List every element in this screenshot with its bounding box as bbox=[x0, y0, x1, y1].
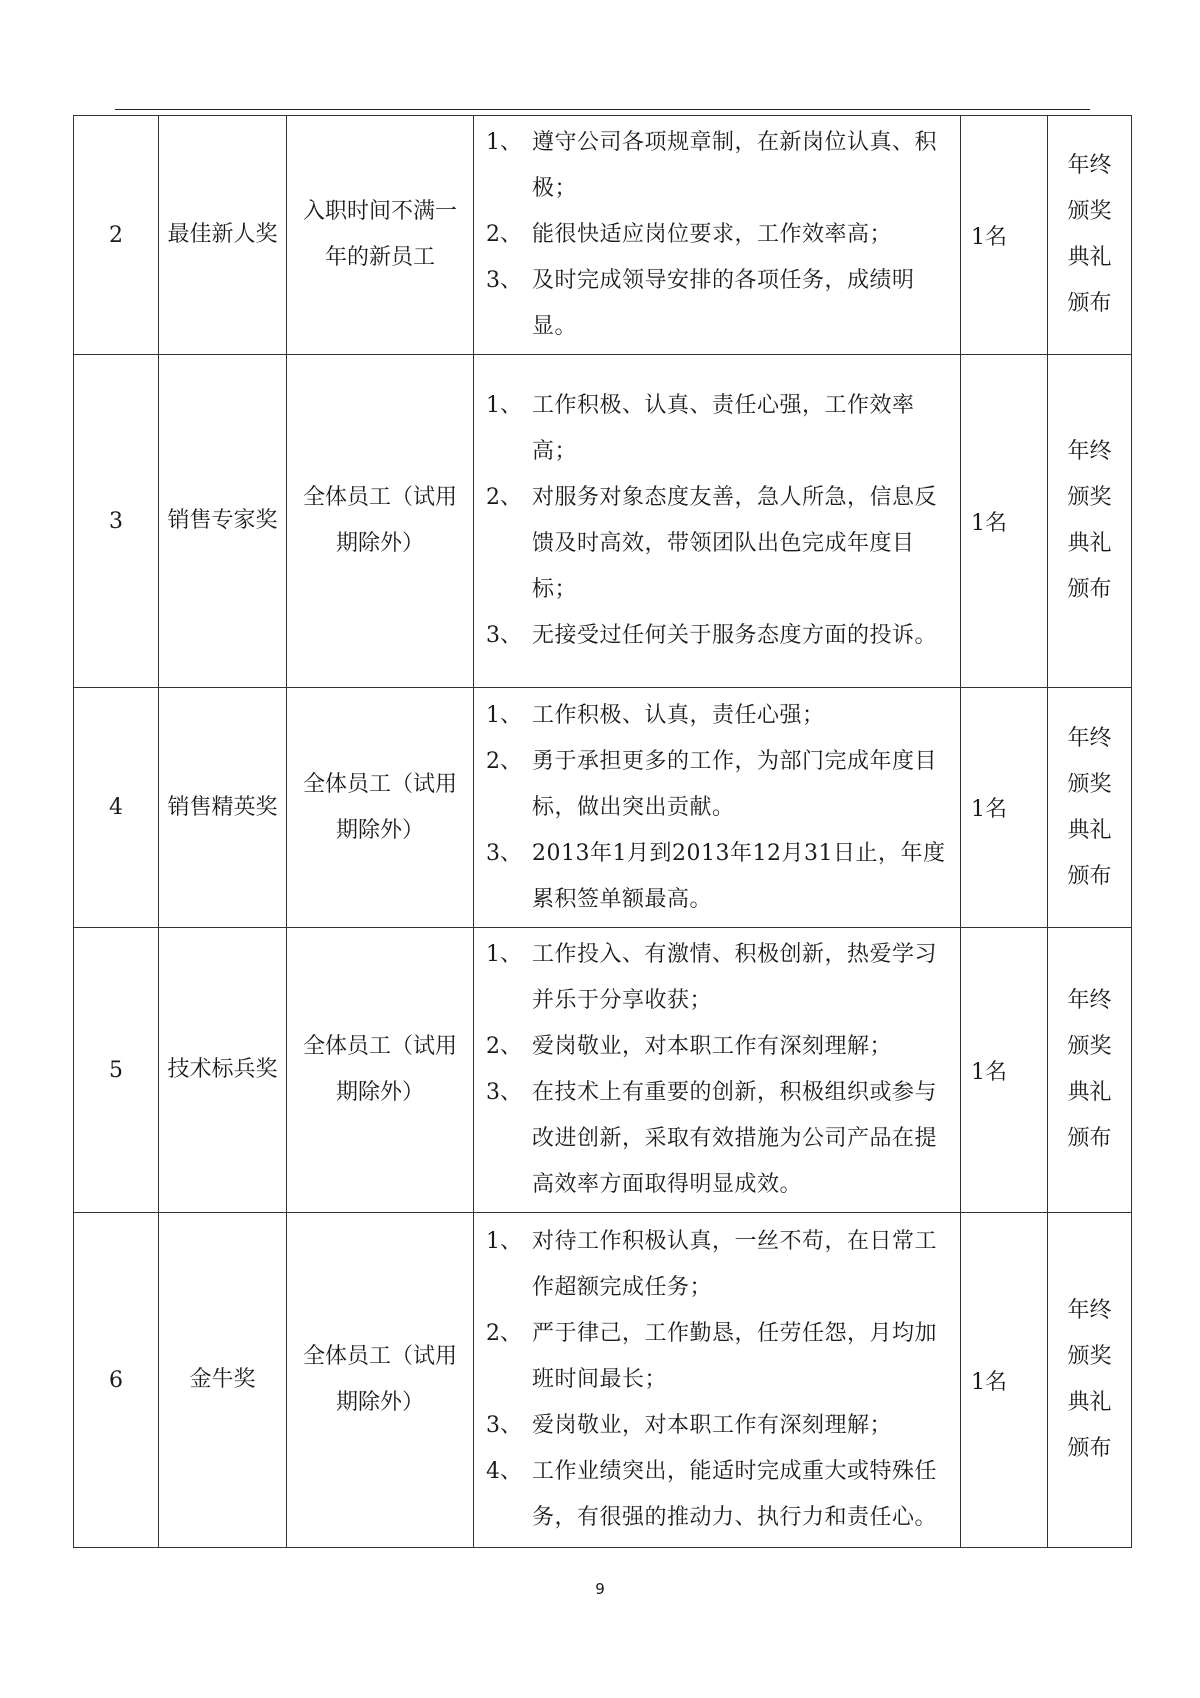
criteria-item bbox=[482, 120, 952, 212]
criteria-text: 2013年1月到2013年12月31日止，年度累积签单额最高。 bbox=[532, 840, 946, 912]
quota-text: 1名 bbox=[971, 1369, 1007, 1395]
awards-table bbox=[73, 115, 1132, 1548]
award-name-text: 金牛奖 bbox=[189, 1367, 256, 1392]
table-row bbox=[74, 688, 1132, 928]
criteria-item bbox=[482, 932, 952, 1024]
table-row bbox=[74, 928, 1132, 1213]
eligibility-text: 全体员工（试用期除外） bbox=[302, 771, 457, 843]
award-method-cell bbox=[1048, 1213, 1132, 1548]
criteria-text: 能很快适应岗位要求，工作效率高； bbox=[532, 222, 893, 247]
quota-cell bbox=[961, 116, 1048, 355]
criteria-text: 勇于承担更多的工作，为部门完成年度目标，做出突出贡献。 bbox=[532, 748, 938, 820]
row-number-text: 6 bbox=[109, 1367, 123, 1393]
page-number: 9 bbox=[595, 1580, 605, 1598]
quota-text: 1名 bbox=[971, 1059, 1007, 1085]
table-row bbox=[74, 116, 1132, 355]
criteria-number: 4、 bbox=[486, 1459, 522, 1484]
criteria-number: 2、 bbox=[486, 1321, 522, 1346]
criteria-item bbox=[482, 1311, 952, 1403]
criteria-number: 1、 bbox=[486, 393, 522, 418]
criteria-text: 爱岗敬业，对本职工作有深刻理解； bbox=[532, 1413, 893, 1438]
row-number-cell bbox=[74, 928, 159, 1213]
award-method-cell bbox=[1048, 688, 1132, 928]
criteria-item bbox=[482, 831, 952, 923]
award-name-cell bbox=[159, 355, 287, 688]
eligibility-cell bbox=[287, 928, 474, 1213]
criteria-cell bbox=[474, 928, 961, 1213]
criteria-text: 爱岗敬业，对本职工作有深刻理解； bbox=[532, 1034, 893, 1059]
award-method-text: 年终颁奖典礼颁布 bbox=[1067, 153, 1112, 316]
award-name-cell bbox=[159, 1213, 287, 1548]
criteria-text: 工作积极、认真，责任心强； bbox=[532, 702, 825, 728]
table-row bbox=[74, 1213, 1132, 1548]
criteria-text: 工作投入、有激情、积极创新，热爱学习并乐于分享收获； bbox=[532, 942, 938, 1013]
eligibility-text: 入职时间不满一年的新员工 bbox=[302, 199, 457, 270]
eligibility-text: 全体员工（试用期除外） bbox=[302, 485, 457, 556]
eligibility-cell bbox=[287, 688, 474, 928]
criteria-text: 及时完成领导安排的各项任务，成绩明显。 bbox=[532, 268, 915, 339]
criteria-item bbox=[482, 212, 952, 258]
quota-cell bbox=[961, 688, 1048, 928]
criteria-number: 3、 bbox=[486, 1413, 522, 1438]
row-number-cell bbox=[74, 355, 159, 688]
row-number-cell bbox=[74, 688, 159, 928]
criteria-item bbox=[482, 613, 952, 659]
award-method-text: 年终颁奖典礼颁布 bbox=[1067, 439, 1112, 602]
criteria-number: 1、 bbox=[486, 702, 522, 728]
awards-table-body bbox=[74, 116, 1132, 1548]
quota-text: 1名 bbox=[971, 797, 1007, 822]
criteria-item bbox=[482, 693, 952, 739]
criteria-number: 2、 bbox=[486, 222, 522, 247]
award-name-cell bbox=[159, 928, 287, 1213]
criteria-text: 工作积极、认真、责任心强，工作效率高； bbox=[532, 393, 915, 464]
criteria-text: 无接受过任何关于服务态度方面的投诉。 bbox=[532, 623, 938, 648]
criteria-item bbox=[482, 475, 952, 613]
criteria-item bbox=[482, 258, 952, 350]
criteria-number: 2、 bbox=[486, 748, 522, 774]
criteria-number: 1、 bbox=[486, 942, 522, 967]
award-method-cell bbox=[1048, 928, 1132, 1213]
award-name-text: 技术标兵奖 bbox=[167, 1057, 278, 1082]
award-method-cell bbox=[1048, 116, 1132, 355]
eligibility-cell bbox=[287, 116, 474, 355]
criteria-number: 3、 bbox=[486, 268, 522, 293]
row-number-text: 5 bbox=[109, 1057, 123, 1083]
row-number-cell bbox=[74, 1213, 159, 1548]
criteria-item bbox=[482, 739, 952, 831]
award-name-text: 销售专家奖 bbox=[167, 508, 278, 533]
eligibility-cell bbox=[287, 1213, 474, 1548]
award-name-text: 最佳新人奖 bbox=[167, 222, 278, 247]
quota-text: 1名 bbox=[971, 510, 1007, 536]
criteria-item bbox=[482, 1024, 952, 1070]
row-number-text: 2 bbox=[109, 222, 123, 248]
criteria-item bbox=[482, 383, 952, 475]
criteria-number: 1、 bbox=[486, 130, 522, 155]
quota-cell bbox=[961, 355, 1048, 688]
criteria-number: 1、 bbox=[486, 1229, 522, 1254]
award-method-text: 年终颁奖典礼颁布 bbox=[1067, 1298, 1112, 1461]
criteria-text: 工作业绩突出，能适时完成重大或特殊任务，有很强的推动力、执行力和责任心。 bbox=[532, 1459, 938, 1530]
criteria-item bbox=[482, 1403, 952, 1449]
quota-text: 1名 bbox=[971, 224, 1007, 250]
criteria-text: 对待工作积极认真，一丝不苟，在日常工作超额完成任务； bbox=[532, 1229, 938, 1300]
award-method-text: 年终颁奖典礼颁布 bbox=[1067, 988, 1112, 1151]
row-number-text: 3 bbox=[109, 508, 123, 534]
eligibility-text: 全体员工（试用期除外） bbox=[302, 1034, 457, 1105]
award-method-cell bbox=[1048, 355, 1132, 688]
criteria-number: 3、 bbox=[486, 1080, 522, 1105]
criteria-text: 在技术上有重要的创新，积极组织或参与改进创新，采取有效措施为公司产品在提高效率方面取得明显成效。 bbox=[532, 1080, 938, 1197]
criteria-cell bbox=[474, 355, 961, 688]
criteria-number: 2、 bbox=[486, 485, 522, 510]
criteria-cell bbox=[474, 116, 961, 355]
criteria-item bbox=[482, 1449, 952, 1541]
header-rule bbox=[115, 109, 1090, 110]
award-method-text: 年终颁奖典礼颁布 bbox=[1067, 725, 1112, 889]
eligibility-text: 全体员工（试用期除外） bbox=[302, 1344, 457, 1415]
criteria-text: 遵守公司各项规章制，在新岗位认真、积极； bbox=[532, 130, 938, 201]
criteria-number: 2、 bbox=[486, 1034, 522, 1059]
quota-cell bbox=[961, 1213, 1048, 1548]
criteria-cell bbox=[474, 1213, 961, 1548]
criteria-item bbox=[482, 1219, 952, 1311]
criteria-text: 严于律己，工作勤恳，任劳任怨，月均加班时间最长； bbox=[532, 1321, 938, 1392]
criteria-number: 3、 bbox=[486, 840, 522, 866]
row-number-text: 4 bbox=[109, 795, 123, 820]
eligibility-cell bbox=[287, 355, 474, 688]
row-number-cell bbox=[74, 116, 159, 355]
award-name-text: 销售精英奖 bbox=[167, 794, 278, 820]
award-name-cell bbox=[159, 688, 287, 928]
criteria-text: 对服务对象态度友善，急人所急，信息反馈及时高效，带领团队出色完成年度目标； bbox=[532, 485, 938, 602]
criteria-number: 3、 bbox=[486, 623, 522, 648]
award-name-cell bbox=[159, 116, 287, 355]
criteria-item bbox=[482, 1070, 952, 1208]
criteria-cell bbox=[474, 688, 961, 928]
table-row bbox=[74, 355, 1132, 688]
quota-cell bbox=[961, 928, 1048, 1213]
